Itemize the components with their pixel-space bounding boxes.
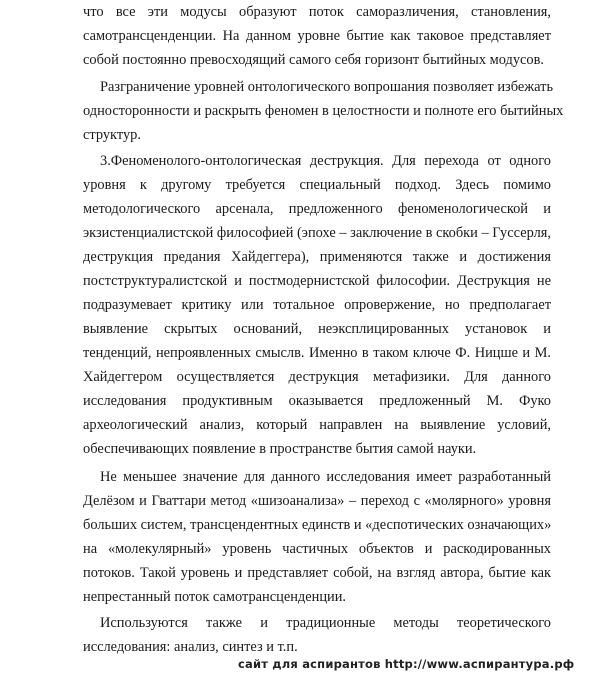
text-line: собой постоянно превосходящий самого себя горизонт бытийных модусов.	[83, 52, 545, 68]
text-line: исследования: анализ, синтез и т.п.	[83, 639, 298, 655]
text-line: Разграничение уровней онтологического вопрошания позволяет избежать	[100, 79, 554, 95]
text-line: деструкция предания Хайдеггера), применяются также и достижения	[83, 249, 551, 265]
text-line: подразумевает критику или тотальное опровержение, но предполагает	[83, 297, 551, 313]
text-line: методологического арсенала, предложенного феноменологической и	[83, 201, 551, 217]
text-line: выявление скрытых оснований, неэксплицированных установок и	[83, 321, 551, 337]
text-line: исследования продуктивным оказывается предложенный М. Фуко	[83, 393, 551, 409]
text-line: непрестанный поток самотрансценденции.	[83, 589, 347, 605]
text-line: археологический анализ, который направлен на выявление условий,	[83, 417, 551, 433]
text-line: Используются также и традиционные методы теоретического	[100, 615, 551, 631]
text-line: Хайдеггером осуществляется деструкция метафизики. Для данного	[83, 369, 551, 385]
text-line: тенденций, непроявленных смыслв. Именно в таком ключе Ф. Ницше и М.	[83, 345, 551, 361]
text-line: что все эти модусы образуют поток саморазличения, становления,	[83, 4, 551, 20]
text-line: 3.Феноменолого-онтологическая деструкция. Для перехода от одного	[100, 153, 551, 169]
site-watermark: сайт для аспирантов http://www.аспирантура.рф	[238, 657, 575, 671]
text-line: структур.	[83, 127, 141, 143]
text-line: на «молекулярный» уровень частичных объектов и раскодированных	[83, 541, 551, 557]
text-line: обеспечивающих появление в пространстве бытия самой науки.	[83, 441, 477, 457]
text-line: Делёзом и Гваттари метод «шизоанализа» – переход с «молярного» уровня	[83, 493, 551, 509]
text-line: Не меньшее значение для данного исследования имеет разработанный	[100, 469, 551, 485]
text-line: больших систем, трансцендентных единств и «деспотических означающих»	[83, 517, 552, 533]
text-line: односторонности и раскрыть феномен в целостности и полноте его бытийных	[83, 103, 564, 119]
text-line: экзистенциалистской философией (эпохе – заключение в скобки – Гуссерля,	[83, 225, 551, 241]
text-line: постструктуралистской и постмодернистской философии. Деструкция не	[83, 273, 551, 289]
text-line: самотрансценденции. На данном уровне бытие как таковое представляет	[83, 28, 551, 44]
text-line: уровня к другому требуется специальный подход. Здесь помимо	[83, 177, 551, 193]
text-line: потоков. Такой уровень и представляет собой, на взгляд автора, бытие как	[83, 565, 551, 581]
